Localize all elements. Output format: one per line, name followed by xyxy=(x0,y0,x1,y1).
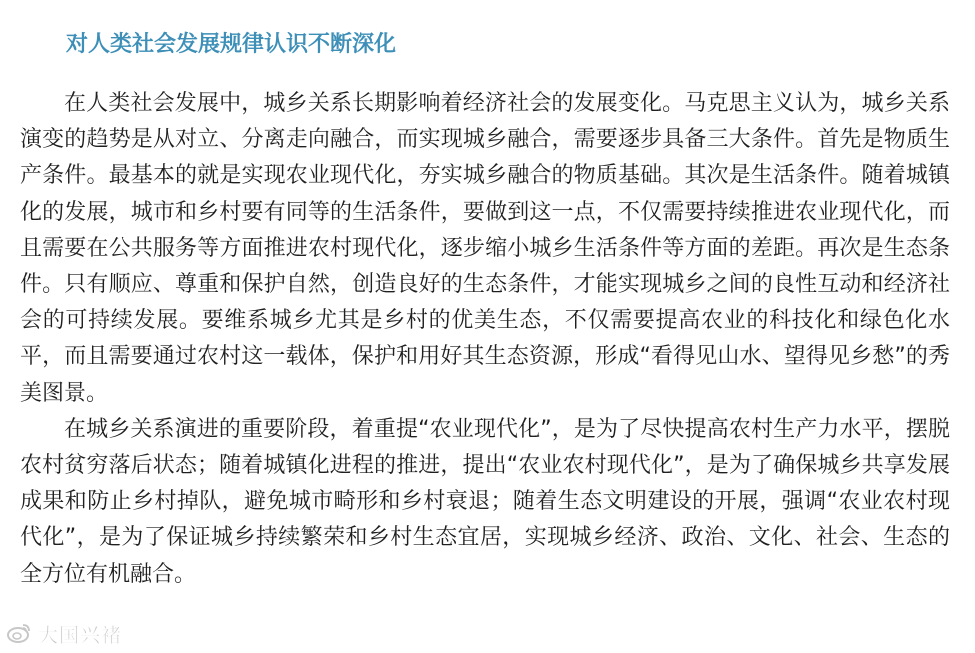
watermark xyxy=(6,618,122,648)
paragraph: 在人类社会发展中，城乡关系长期影响着经济社会的发展变化。马克思主义认为，城乡关系演变的趋势是从对立、分离走向融合，而实现城乡融合，需要逐步具备三大条件。首先是物质生产条件。最基本的就是实现农业现代化，夯实城乡融合的物质基础。其次是生活条件。随着城镇化的发展，城市和乡村要有同等的生活条件，要做到这一点，不仅需要持续推进农业现代化，而且需要在公共服务等方面推进农村现代化，逐步缩小城乡生活条件等方面的差距。再次是生态条件。只有顺应、尊重和保护自然，创造良好的生态条件，才能实现城乡之间的良性互动和经济社会的可持续发展。要维系城乡尤其是乡村的优美生态，不仅需要提高农业的科技化和绿色化水平，而且需要通过农村这一载体，保护和用好其生态资源，形成“看得见山水、望得见乡愁”的秀美图景。 xyxy=(20,91,950,406)
section-title: 对人类社会发展规律认识不断深化 xyxy=(66,32,397,58)
article-body xyxy=(20,86,950,593)
watermark-text: 大国兴褚 xyxy=(38,622,122,647)
paragraph: 在城乡关系演进的重要阶段，着重提“农业现代化”，是为了尽快提高农村生产力水平，摆脱农村贫穷落后状态；随着城镇化进程的推进，提出“农业农村现代化”，是为了确保城乡共享发展成果和防止乡村掉队，避免城市畸形和乡村衰退；随着生态文明建设的开展，强调“农业农村现代化”，是为了保证城乡持续繁荣和乡村生态宜居，实现城乡经济、政治、文化、社会、生态的全方位有机融合。 xyxy=(20,416,950,587)
weibo-logo-icon xyxy=(6,620,32,646)
